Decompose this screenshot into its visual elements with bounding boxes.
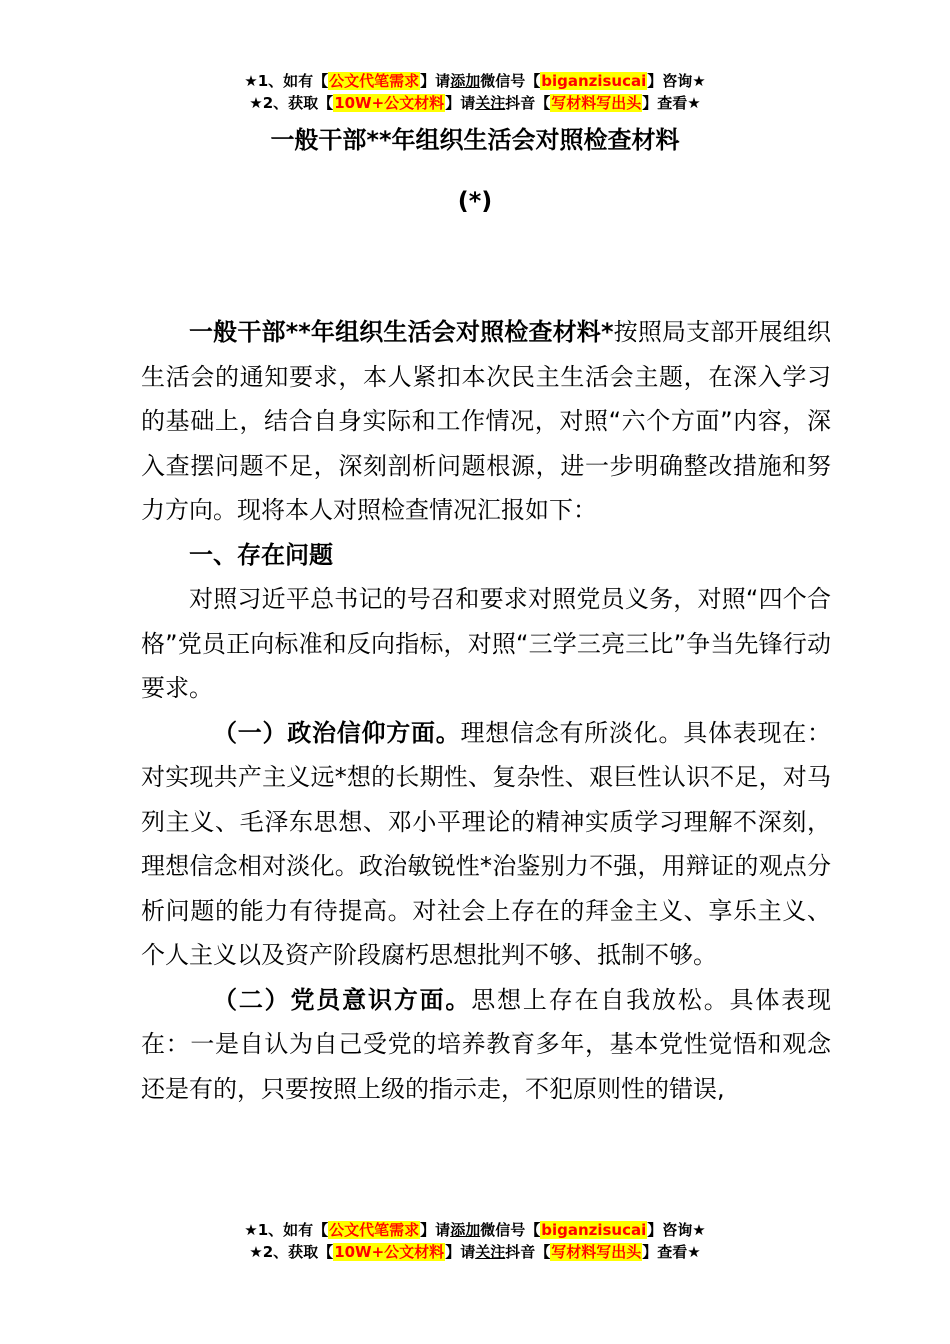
banner-text: 】请 (420, 1221, 451, 1239)
banner-underline: 关注 (475, 94, 506, 112)
banner-highlight: 公文代笔需求 (329, 1221, 420, 1239)
banner-text: ★2、获取【 (249, 1243, 334, 1261)
banner-text: ★2、获取【 (249, 94, 334, 112)
banner-highlight: 10W+公文材料 (334, 94, 445, 112)
item-paragraph-2 (141, 978, 831, 1112)
document-body (141, 310, 831, 1111)
item-paragraph-1 (141, 711, 831, 978)
banner-underline: 添加 (450, 1221, 481, 1239)
banner-text: 】咨询★ (647, 1221, 706, 1239)
banner-highlight: 公文代笔需求 (329, 72, 420, 90)
item-heading: （二）党员意识方面。 (213, 985, 472, 1014)
banner-line-1 (0, 70, 950, 92)
banner-text: 】查看★ (642, 94, 701, 112)
banner-highlight: biganzisucai (541, 1221, 647, 1239)
banner-underline: 关注 (475, 1243, 506, 1261)
footer-banner (0, 1219, 950, 1263)
banner-text: 抖音【 (505, 94, 551, 112)
intro-paragraph (141, 310, 831, 533)
banner-text: 抖音【 (505, 1243, 551, 1261)
banner-line-2 (0, 1241, 950, 1263)
banner-underline: 添加 (450, 72, 481, 90)
document-title: 一般干部**年组织生活会对照检查材料 (270, 126, 680, 154)
intro-bold: 一般干部**年组织生活会对照检查材料* (189, 318, 614, 346)
section-paragraph: 对照习近平总书记的号召和要求对照党员义务，对照“四个合格”党员正向标准和反向指标，对照“三学三亮三比”争当先锋行动要求。 (141, 585, 831, 702)
banner-line-1 (0, 1219, 950, 1241)
banner-text: 】查看★ (642, 1243, 701, 1261)
banner-highlight: 写材料写出头 (551, 94, 642, 112)
banner-highlight: 写材料写出头 (551, 1243, 642, 1261)
item-text: 理想信念有所淡化。具体表现在：对实现共产主义远*想的长期性、复杂性、艰巨性认识不足，对马列主义、毛泽东思想、邓小平理论的精神实质学习理解不深刻，理想信念相对淡化。政治敏锐性*治鉴别力不强，用辩证的观点分析问题的能力有待提高。对社会上存在的拜金主义、享乐主义、个人主义以及资产阶段腐朽思想批判不够、抵制不够。 (141, 718, 831, 969)
banner-line-2 (0, 92, 950, 114)
banner-highlight: biganzisucai (541, 72, 647, 90)
banner-text: 微信号【 (480, 72, 541, 90)
section-heading: 一、存在问题 (189, 540, 333, 569)
banner-text: ★1、如有【 (244, 1221, 329, 1239)
item-heading: （一）政治信仰方面。 (213, 718, 461, 747)
banner-text: ★1、如有【 (244, 72, 329, 90)
banner-text: 】请 (420, 72, 451, 90)
header-banner (0, 70, 950, 114)
intro-text: 按照局支部开展组织生活会的通知要求，本人紧扣本次民主生活会主题，在深入学习的基础上，结合自身实际和工作情况，对照“六个方面”内容，深入查摆问题不足，深刻剖析问题根源，进一步明确整改措施和努力方向。现将本人对照检查情况汇报如下： (141, 318, 832, 524)
banner-text: 微信号【 (480, 1221, 541, 1239)
item-text: 思想上存在自我放松。具体表现在：一是自认为自己受党的培养教育多年，基本党性觉悟和观念还是有的，只要按照上级的指示走，不犯原则性的错误, (141, 985, 832, 1103)
banner-text: 】咨询★ (647, 72, 706, 90)
banner-text: 】请 (445, 1243, 476, 1261)
banner-text: 】请 (445, 94, 476, 112)
document-subtitle: (*) (457, 187, 493, 215)
banner-highlight: 10W+公文材料 (334, 1243, 445, 1261)
